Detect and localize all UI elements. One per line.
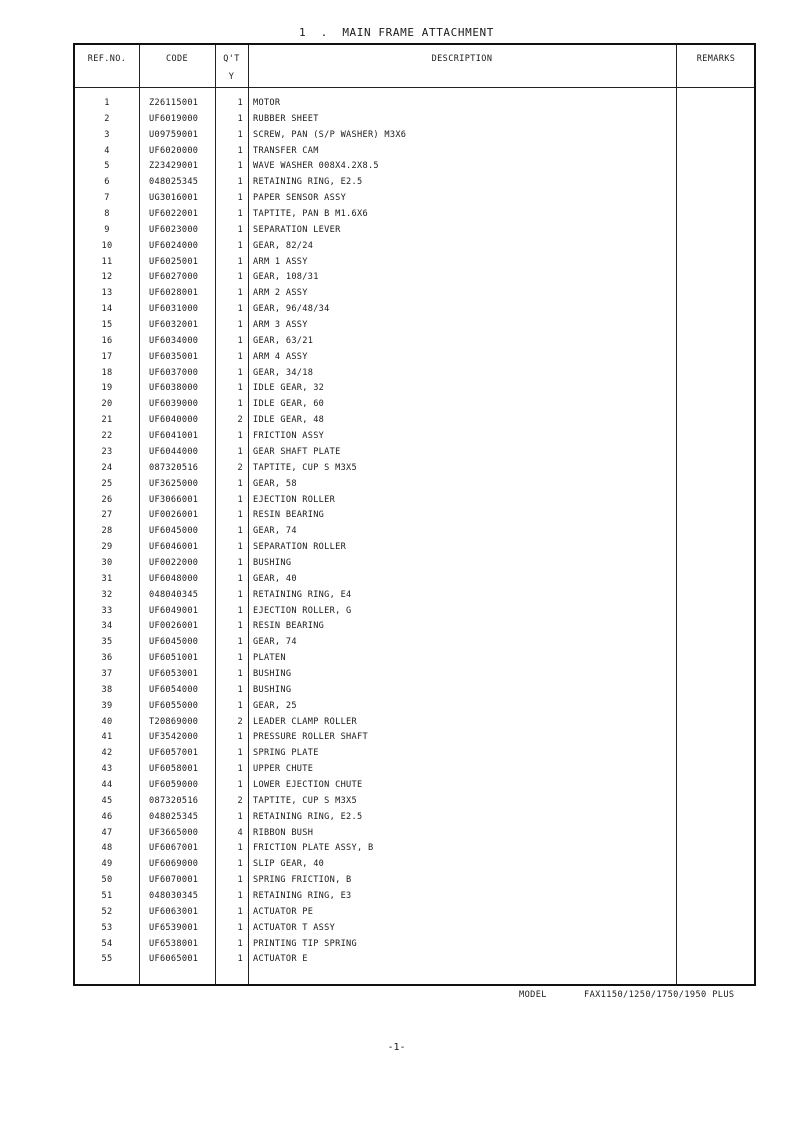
ref-cell: 1 [104, 98, 110, 108]
description-cell: ACTUATOR T ASSY [253, 922, 336, 933]
qty-cell: 1 [237, 98, 243, 108]
qty-cell: 1 [237, 684, 243, 695]
description-cell: IDLE GEAR, 32 [253, 383, 325, 394]
code-cell: UF0022000 [149, 557, 199, 568]
description-cell: RETAINING RING, E4 [253, 589, 352, 600]
model-value: FAX1150/1250/1750/1950 PLUS [584, 990, 735, 1000]
description-cell: BUSHING [253, 668, 292, 679]
table-row [75, 428, 754, 444]
table-row [75, 412, 754, 428]
code-cell: UF6046001 [149, 542, 199, 553]
ref-cell: 21 [101, 415, 113, 426]
description-cell: BUSHING [253, 557, 292, 568]
table-row [75, 301, 754, 317]
page-number: -1- [387, 1042, 406, 1053]
ref-cell: 39 [101, 700, 113, 711]
table-row [75, 682, 754, 698]
code-cell: UF3625000 [149, 478, 199, 489]
description-cell: SLIP GEAR, 40 [253, 859, 325, 870]
table-row [75, 856, 754, 872]
ref-cell: 26 [101, 494, 113, 505]
ref-cell: 51 [101, 891, 113, 901]
ref-cell: 50 [101, 875, 113, 886]
qty-cell: 1 [237, 891, 243, 901]
description-cell: IDLE GEAR, 48 [253, 415, 325, 426]
qty-cell: 1 [237, 510, 243, 521]
ref-cell: 17 [101, 351, 113, 362]
ref-cell: 34 [101, 621, 113, 632]
description-cell: RETAINING RING, E3 [253, 891, 352, 901]
code-cell: Z26115001 [149, 98, 199, 108]
table-row [75, 936, 754, 952]
description-cell: GEAR, 63/21 [253, 335, 314, 346]
qty-cell: 1 [237, 526, 243, 537]
table-row [75, 888, 754, 904]
ref-cell: 37 [101, 668, 113, 679]
code-cell: 048030345 [149, 891, 199, 901]
ref-cell: 24 [101, 462, 113, 473]
code-cell: UF6051001 [149, 653, 199, 664]
table-row [75, 444, 754, 460]
code-cell: UF6044000 [149, 446, 199, 457]
qty-cell: 1 [237, 811, 243, 822]
qty-cell: 1 [237, 494, 243, 505]
ref-cell: 13 [101, 288, 113, 299]
ref-cell: 23 [101, 446, 113, 457]
table-row [75, 222, 754, 238]
ref-cell: 19 [101, 383, 113, 394]
ref-cell: 27 [101, 510, 113, 521]
ref-cell: 12 [101, 272, 113, 283]
table-row [75, 238, 754, 254]
qty-cell: 1 [237, 605, 243, 616]
code-cell: UF6031000 [149, 304, 199, 315]
code-cell: UF6039000 [149, 399, 199, 410]
ref-cell: 44 [101, 779, 113, 790]
code-cell: T20869000 [149, 716, 199, 727]
description-cell: EJECTION ROLLER, G [253, 605, 352, 616]
qty-cell: 1 [237, 637, 243, 648]
qty-cell: 1 [237, 542, 243, 553]
qty-cell: 1 [237, 589, 243, 600]
code-cell: UF6069000 [149, 859, 199, 870]
qty-cell: 1 [237, 256, 243, 267]
header-ref: REF.NO. [87, 54, 127, 64]
description-cell: ARM 3 ASSY [253, 320, 308, 331]
qty-cell: 1 [237, 922, 243, 933]
table-row [75, 777, 754, 793]
table-row [75, 380, 754, 396]
qty-cell: 1 [237, 700, 243, 711]
ref-cell: 10 [101, 240, 113, 251]
code-cell: 048025345 [149, 811, 199, 822]
code-cell: UF6065001 [149, 954, 199, 965]
description-cell: MOTOR [253, 98, 281, 108]
table-row [75, 920, 754, 936]
ref-cell: 31 [101, 573, 113, 584]
parts-table [73, 43, 756, 986]
table-row [75, 714, 754, 730]
table-row [75, 158, 754, 174]
model-label: MODEL [519, 990, 547, 1000]
qty-cell: 1 [237, 446, 243, 457]
qty-cell: 4 [237, 827, 243, 838]
table-row [75, 523, 754, 539]
ref-cell: 48 [101, 843, 113, 854]
ref-cell: 33 [101, 605, 113, 616]
code-cell: UF6054000 [149, 684, 199, 695]
table-row [75, 729, 754, 745]
description-cell: GEAR, 34/18 [253, 367, 314, 378]
qty-cell: 1 [237, 224, 243, 235]
table-row [75, 269, 754, 285]
code-cell: UF6025001 [149, 256, 199, 267]
table-row [75, 365, 754, 381]
table-row [75, 951, 754, 967]
ref-cell: 30 [101, 557, 113, 568]
code-cell: UF6048000 [149, 573, 199, 584]
qty-cell: 1 [237, 209, 243, 220]
description-cell: SEPARATION LEVER [253, 224, 341, 235]
code-cell: UF3542000 [149, 732, 199, 743]
code-cell: UF6032001 [149, 320, 199, 331]
code-cell: UF6058001 [149, 764, 199, 775]
code-cell: UF6028001 [149, 288, 199, 299]
code-cell: 087320516 [149, 795, 199, 806]
ref-cell: 18 [101, 367, 113, 378]
ref-cell: 52 [101, 906, 113, 917]
description-cell: GEAR SHAFT PLATE [253, 446, 341, 457]
table-row [75, 761, 754, 777]
description-cell: SPRING PLATE [253, 748, 319, 759]
table-row [75, 127, 754, 143]
table-row [75, 317, 754, 333]
ref-cell: 16 [101, 335, 113, 346]
ref-cell: 7 [104, 193, 110, 204]
description-cell: PRESSURE ROLLER SHAFT [253, 732, 368, 743]
description-cell: GEAR, 25 [253, 700, 297, 711]
code-cell: UF6063001 [149, 906, 199, 917]
ref-cell: 40 [101, 716, 113, 727]
header-remarks: REMARKS [696, 54, 736, 64]
ref-cell: 38 [101, 684, 113, 695]
code-cell: UF0026001 [149, 510, 199, 521]
table-row [75, 825, 754, 841]
description-cell: RETAINING RING, E2.5 [253, 177, 363, 188]
table-row [75, 634, 754, 650]
code-cell: UF6041001 [149, 431, 199, 442]
table-row [75, 333, 754, 349]
description-cell: GEAR, 74 [253, 637, 297, 648]
code-cell: UF6055000 [149, 700, 199, 711]
table-row [75, 460, 754, 476]
description-cell: TAPTITE, CUP S M3X5 [253, 795, 358, 806]
qty-cell: 1 [237, 573, 243, 584]
qty-cell: 1 [237, 193, 243, 204]
description-cell: ACTUATOR PE [253, 906, 314, 917]
table-row [75, 745, 754, 761]
qty-cell: 1 [237, 478, 243, 489]
description-cell: LOWER EJECTION CHUTE [253, 779, 363, 790]
qty-cell: 1 [237, 113, 243, 124]
qty-cell: 2 [237, 415, 243, 426]
qty-cell: 1 [237, 764, 243, 775]
description-cell: TAPTITE, CUP S M3X5 [253, 462, 358, 473]
qty-cell: 1 [237, 288, 243, 299]
description-cell: EJECTION ROLLER [253, 494, 336, 505]
description-cell: GEAR, 74 [253, 526, 297, 537]
header-qty: Q'T [223, 54, 240, 64]
table-row [75, 650, 754, 666]
description-cell: TAPTITE, PAN B M1.6X6 [253, 209, 368, 220]
code-cell: UF3665000 [149, 827, 199, 838]
ref-cell: 28 [101, 526, 113, 537]
ref-cell: 3 [104, 129, 110, 140]
table-row [75, 95, 754, 111]
qty-cell: 2 [237, 795, 243, 806]
code-cell: UF6019000 [149, 113, 199, 124]
qty-cell: 1 [237, 621, 243, 632]
code-cell: UF3066001 [149, 494, 199, 505]
description-cell: GEAR, 108/31 [253, 272, 319, 283]
qty-cell: 1 [237, 938, 243, 949]
ref-cell: 55 [101, 954, 113, 965]
description-cell: BUSHING [253, 684, 292, 695]
description-cell: RESIN BEARING [253, 621, 325, 632]
code-cell: U09759001 [149, 129, 199, 140]
description-cell: GEAR, 96/48/34 [253, 304, 330, 315]
ref-cell: 45 [101, 795, 113, 806]
qty-cell: 1 [237, 653, 243, 664]
qty-cell: 1 [237, 335, 243, 346]
code-cell: 087320516 [149, 462, 199, 473]
code-cell: UF6057001 [149, 748, 199, 759]
code-cell: UF6538001 [149, 938, 199, 949]
qty-cell: 1 [237, 383, 243, 394]
table-row [75, 904, 754, 920]
table-row [75, 809, 754, 825]
table-row [75, 492, 754, 508]
qty-cell: 1 [237, 304, 243, 315]
table-row [75, 539, 754, 555]
description-cell: GEAR, 40 [253, 573, 297, 584]
qty-cell: 1 [237, 779, 243, 790]
header-code: CODE [165, 54, 189, 64]
header-qty-cont: Y [228, 72, 235, 82]
qty-cell: 1 [237, 431, 243, 442]
table-row [75, 476, 754, 492]
code-cell: UF6022001 [149, 209, 199, 220]
description-cell: UPPER CHUTE [253, 764, 314, 775]
code-cell: UF6037000 [149, 367, 199, 378]
code-cell: UF6539001 [149, 922, 199, 933]
description-cell: SEPARATION ROLLER [253, 542, 347, 553]
qty-cell: 1 [237, 557, 243, 568]
description-cell: FRICTION ASSY [253, 431, 325, 442]
description-cell: ARM 4 ASSY [253, 351, 308, 362]
description-cell: GEAR, 58 [253, 478, 297, 489]
ref-cell: 35 [101, 637, 113, 648]
description-cell: WAVE WASHER 008X4.2X8.5 [253, 161, 379, 172]
table-row [75, 206, 754, 222]
description-cell: RESIN BEARING [253, 510, 325, 521]
code-cell: UF6020000 [149, 145, 199, 156]
code-cell: UF6049001 [149, 605, 199, 616]
table-row [75, 587, 754, 603]
qty-cell: 1 [237, 668, 243, 679]
table-row [75, 349, 754, 365]
table-row [75, 507, 754, 523]
qty-cell: 1 [237, 906, 243, 917]
description-cell: ARM 2 ASSY [253, 288, 308, 299]
code-cell: UG3016001 [149, 193, 199, 204]
page-title: 1 . MAIN FRAME ATTACHMENT [298, 26, 494, 39]
table-row [75, 396, 754, 412]
ref-cell: 14 [101, 304, 113, 315]
description-cell: PLATEN [253, 653, 286, 664]
ref-cell: 54 [101, 938, 113, 949]
code-cell: UF6023000 [149, 224, 199, 235]
description-cell: GEAR, 82/24 [253, 240, 314, 251]
code-cell: 048040345 [149, 589, 199, 600]
code-cell: 048025345 [149, 177, 199, 188]
ref-cell: 4 [104, 145, 110, 156]
ref-cell: 32 [101, 589, 113, 600]
ref-cell: 6 [104, 177, 110, 188]
ref-cell: 43 [101, 764, 113, 775]
description-cell: IDLE GEAR, 60 [253, 399, 325, 410]
ref-cell: 20 [101, 399, 113, 410]
table-row [75, 254, 754, 270]
qty-cell: 1 [237, 859, 243, 870]
table-row [75, 603, 754, 619]
table-row [75, 666, 754, 682]
qty-cell: 1 [237, 145, 243, 156]
code-cell: UF6027000 [149, 272, 199, 283]
qty-cell: 1 [237, 129, 243, 140]
ref-cell: 41 [101, 732, 113, 743]
table-row [75, 111, 754, 127]
ref-cell: 25 [101, 478, 113, 489]
code-cell: UF6024000 [149, 240, 199, 251]
description-cell: RETAINING RING, E2.5 [253, 811, 363, 822]
qty-cell: 1 [237, 240, 243, 251]
qty-cell: 1 [237, 399, 243, 410]
description-cell: LEADER CLAMP ROLLER [253, 716, 358, 727]
description-cell: ARM 1 ASSY [253, 256, 308, 267]
table-row [75, 190, 754, 206]
description-cell: PRINTING TIP SPRING [253, 938, 358, 949]
code-cell: UF0026001 [149, 621, 199, 632]
ref-cell: 9 [104, 224, 110, 235]
qty-cell: 1 [237, 843, 243, 854]
table-row [75, 285, 754, 301]
qty-cell: 1 [237, 367, 243, 378]
table-row [75, 618, 754, 634]
table-row [75, 143, 754, 159]
qty-cell: 2 [237, 716, 243, 727]
code-cell: UF6053001 [149, 668, 199, 679]
description-cell: SCREW, PAN (S/P WASHER) M3X6 [253, 129, 407, 140]
code-cell: UF6070001 [149, 875, 199, 886]
ref-cell: 47 [101, 827, 113, 838]
table-row [75, 174, 754, 190]
ref-cell: 5 [104, 161, 110, 172]
table-row [75, 698, 754, 714]
qty-cell: 1 [237, 732, 243, 743]
ref-cell: 2 [104, 113, 110, 124]
description-cell: ACTUATOR E [253, 954, 308, 965]
code-cell: UF6045000 [149, 637, 199, 648]
ref-cell: 15 [101, 320, 113, 331]
header-divider [75, 87, 754, 88]
description-cell: RIBBON BUSH [253, 827, 314, 838]
qty-cell: 2 [237, 462, 243, 473]
ref-cell: 22 [101, 431, 113, 442]
code-cell: Z23429001 [149, 161, 199, 172]
ref-cell: 36 [101, 653, 113, 664]
ref-cell: 42 [101, 748, 113, 759]
qty-cell: 1 [237, 875, 243, 886]
header-description: DESCRIPTION [431, 54, 493, 64]
ref-cell: 29 [101, 542, 113, 553]
code-cell: UF6067001 [149, 843, 199, 854]
qty-cell: 1 [237, 954, 243, 965]
code-cell: UF6040000 [149, 415, 199, 426]
description-cell: SPRING FRICTION, B [253, 875, 352, 886]
qty-cell: 1 [237, 272, 243, 283]
table-row [75, 793, 754, 809]
code-cell: UF6034000 [149, 335, 199, 346]
description-cell: TRANSFER CAM [253, 145, 319, 156]
qty-cell: 1 [237, 161, 243, 172]
qty-cell: 1 [237, 351, 243, 362]
code-cell: UF6038000 [149, 383, 199, 394]
qty-cell: 1 [237, 177, 243, 188]
ref-cell: 8 [104, 209, 110, 220]
ref-cell: 11 [101, 256, 113, 267]
qty-cell: 1 [237, 320, 243, 331]
table-row [75, 840, 754, 856]
description-cell: PAPER SENSOR ASSY [253, 193, 347, 204]
table-row [75, 872, 754, 888]
table-row [75, 571, 754, 587]
ref-cell: 53 [101, 922, 113, 933]
code-cell: UF6045000 [149, 526, 199, 537]
description-cell: RUBBER SHEET [253, 113, 319, 124]
ref-cell: 46 [101, 811, 113, 822]
qty-cell: 1 [237, 748, 243, 759]
code-cell: UF6059000 [149, 779, 199, 790]
code-cell: UF6035001 [149, 351, 199, 362]
description-cell: FRICTION PLATE ASSY, B [253, 843, 374, 854]
ref-cell: 49 [101, 859, 113, 870]
table-row [75, 555, 754, 571]
